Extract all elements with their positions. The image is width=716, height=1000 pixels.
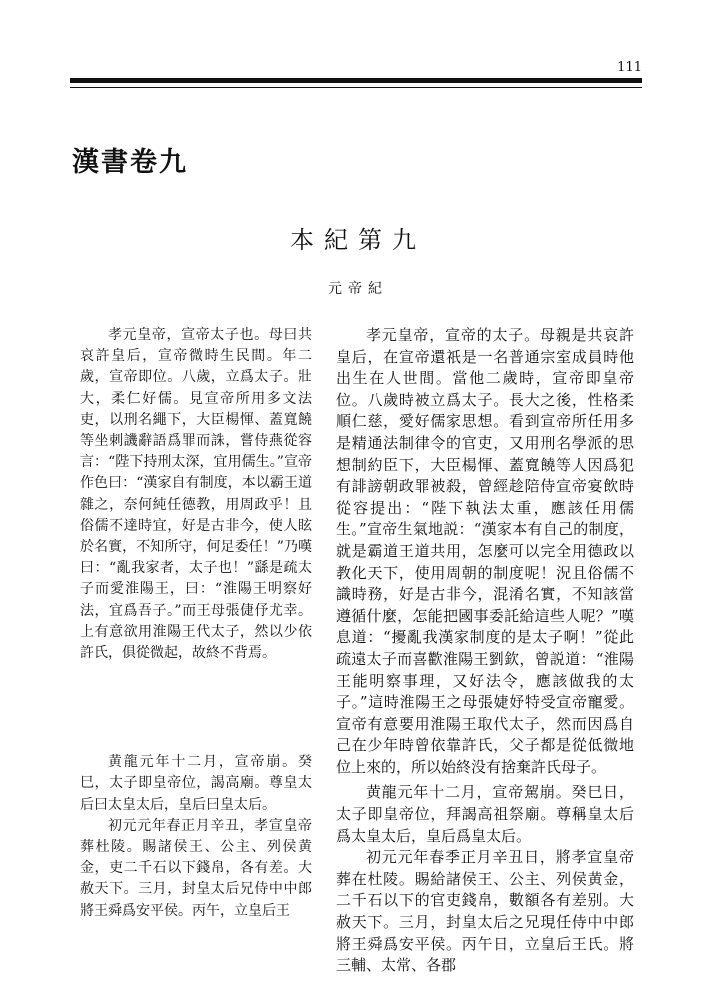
page-number: 111 [617, 60, 642, 75]
section-title: 元帝紀 [328, 281, 388, 297]
translation-paragraph: 孝元皇帝，宣帝的太子。母親是共哀許皇后，在宣帝還祇是一名普通宗室成員時他出生在人世間。當他二歲時，宣帝即皇帝位。八歲時被立爲太子。長大之後，性格柔順仁慈，愛好儒家思想。看到宣帝所任用多是精通法制律令的官吏，又用刑名學派的思想制約臣下，大臣楊惲、蓋寬饒等人因爲犯有誹謗朝政罪被殺，曾經趁陪侍宣帝宴飲時從容提出：“陛下執法太重，應該任用儒生。”宣帝生氣地説：“漢家本有自己的制度，就是霸道王道共用，怎麼可以完全用德政以教化天下，使用周朝的制度呢！況且俗儒不識時務，好是古非今，混淆名實，不知該當遵循什麼，怎能把國事委託給這些人呢？”嘆息道：“擾亂我漢家制度的是太子啊！”從此疏遠太子而喜歡淮陽王劉欽，曾説道：“淮陽王能明察事理，又好法令，應該做我的太子。”這時淮陽王之母張婕妤特受宣帝寵愛。宣帝有意要用淮陽王取代太子，然而因爲自己在少年時曾依靠許氏，父子都是從低微地位上來的，所以始終没有捨棄許氏母子。 [336, 326, 634, 776]
header-rule-thin [70, 87, 642, 88]
chapter-title: 本紀第九 [290, 226, 426, 254]
classical-paragraph: 黄龍元年十二月，宣帝崩。癸巳，太子即皇帝位，謁高廟。尊皇太后曰太皇太后，皇后曰皇太后。 [80, 754, 312, 813]
classical-paragraph: 孝元皇帝，宣帝太子也。母曰共哀許皇后，宣帝微時生民間。年二歲，宣帝即位。八歲，立爲太子。壯大，柔仁好儒。見宣帝所用多文法吏，以刑名繩下，大臣楊惲、蓋寬饒等坐刺譏辭語爲罪而誅，嘗侍燕從容言：“陛下持刑太深，宜用儒生。”宣帝作色曰：“漢家自有制度，本以霸王道雜之，奈何純任德教，用周政乎！且俗儒不達時宜，好是古非今，使人眩於名實，不知所守，何足委任！”乃嘆曰：“亂我家者，太子也！”繇是疏太子而愛淮陽王，曰：“淮陽王明察好法，宜爲吾子。”而王母張倢伃尤幸。上有意欲用淮陽王代太子，然以少依許氏，俱從微起，故終不背焉。 [80, 327, 312, 662]
translation-paragraph: 黄龍元年十二月，宣帝駕崩。癸巳日，太子即皇帝位，拜謁高祖祭廟。尊稱皇太后爲太皇太后，皇后爲皇太后。 [336, 783, 634, 845]
header-rule-thick [70, 78, 642, 83]
translation-paragraph: 初元元年春季正月辛丑日，將孝宣皇帝葬在杜陵。賜給諸侯王、公主、列侯黄金，二千石以下的官吏錢帛，數額各有差别。大赦天下。三月，封皇太后之兄現任侍中中郎將王舜爲安平侯。丙午日，立皇后王氏。將三輔、太常、各郡 [336, 848, 634, 975]
classical-text-column [80, 325, 312, 922]
translation-text-column [336, 325, 634, 977]
volume-title: 漢書卷九 [72, 147, 188, 178]
classical-paragraph: 初元元年春正月辛丑，孝宣皇帝葬杜陵。賜諸侯王、公主、列侯黄金，吏二千石以下錢帛，各有差。大赦天下。三月，封皇太后兄侍中中郎將王舜爲安平侯。丙午，立皇后王 [80, 817, 312, 919]
